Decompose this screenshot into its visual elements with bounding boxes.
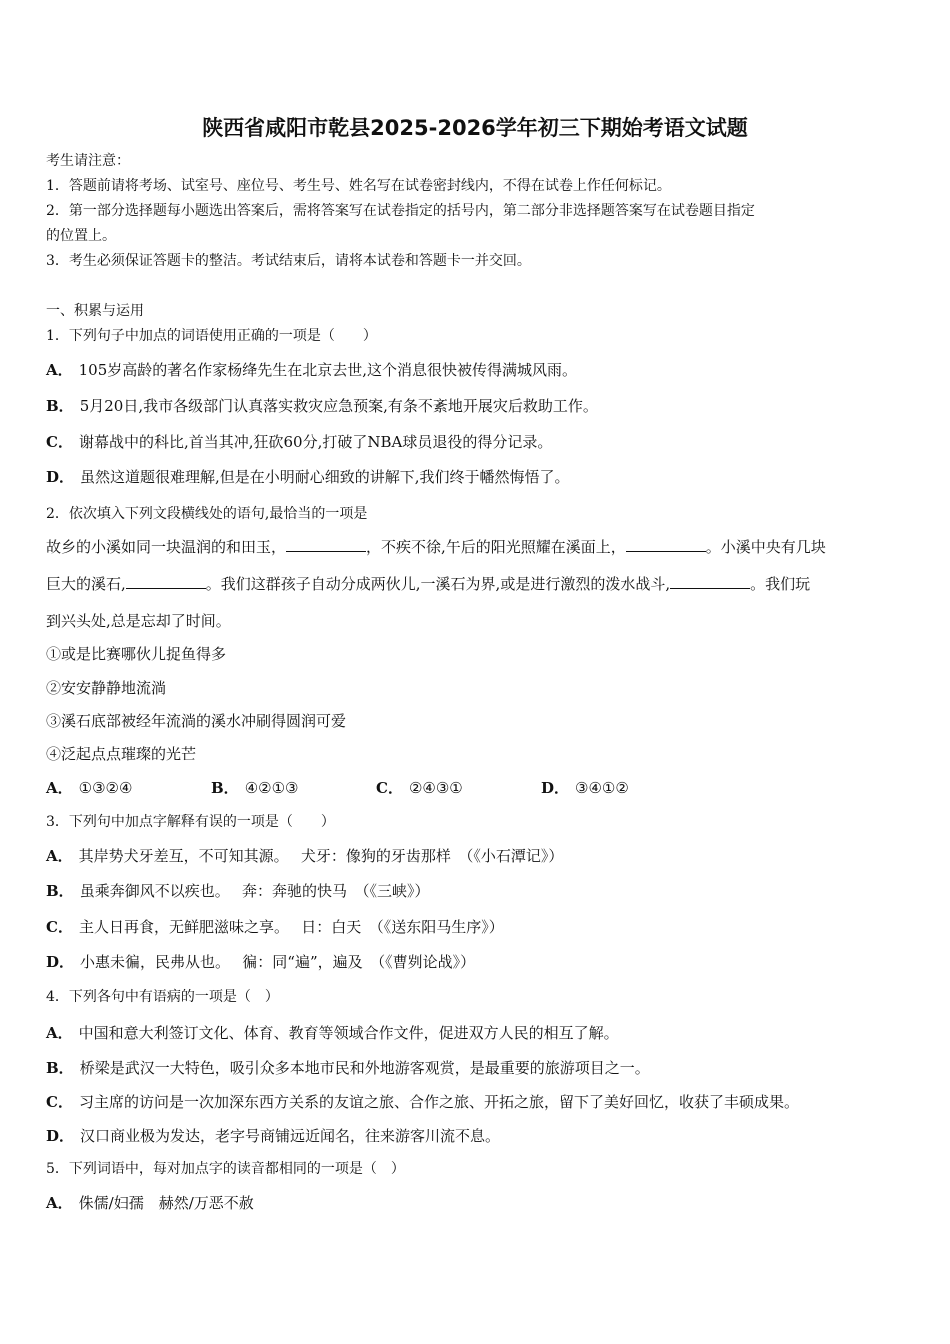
notice-item: 2．第一部分选择题每小题选出答案后，需将答案写在试卷指定的括号内，第二部分非选择题答案写在试卷题目指定 bbox=[46, 203, 755, 219]
question-3-stem: 3．下列句中加点字解释有误的一项是（ ） bbox=[46, 814, 335, 830]
question-1-stem: 1．下列句子中加点的词语使用正确的一项是（ ） bbox=[46, 328, 377, 344]
fill-blank bbox=[626, 537, 706, 552]
q1-option-c: C． 谢幕战中的科比,首当其冲,狂砍60分,打破了NBA球员退役的得分记录。 bbox=[46, 433, 553, 451]
q1-option-a: A． 105岁高龄的著名作家杨绛先生在北京去世,这个消息很快被传得满城风雨。 bbox=[46, 361, 578, 379]
q2-option-a: A． ①③②④ bbox=[46, 779, 133, 797]
question-2-stem: 2．依次填入下列文段横线处的语句,最恰当的一项是 bbox=[46, 506, 368, 522]
fill-blank bbox=[126, 574, 206, 589]
q4-option-a: A． 中国和意大利签订文化、体育、教育等领域合作文件，促进双方人民的相互了解。 bbox=[46, 1024, 619, 1042]
q2-item: ③溪石底部被经年流淌的溪水冲刷得圆润可爱 bbox=[46, 712, 347, 730]
q2-item: ④泛起点点璀璨的光芒 bbox=[46, 745, 197, 763]
notice-item: 3．考生必须保证答题卡的整洁。考试结束后，请将本试卷和答题卡一并交回。 bbox=[46, 253, 531, 269]
notice-item: 的位置上。 bbox=[46, 228, 116, 244]
q3-option-d: D． 小惠未徧，民弗从也。 徧：同“遍”，遍及 （《曹刿论战》） bbox=[46, 953, 476, 971]
q1-option-d: D． 虽然这道题很难理解,但是在小明耐心细致的讲解下,我们终于幡然悔悟了。 bbox=[46, 468, 570, 486]
q2-item: ①或是比赛哪伙儿捉鱼得多 bbox=[46, 645, 227, 663]
page-title: 陕西省咸阳市乾县2025-2026学年初三下期始考语文试题 bbox=[202, 116, 748, 140]
section-heading: 一、积累与运用 bbox=[46, 303, 144, 319]
q1-option-b: B． 5月20日,我市各级部门认真落实救灾应急预案,有条不紊地开展灾后救助工作。 bbox=[46, 397, 598, 415]
notice-item: 1．答题前请将考场、试室号、座位号、考生号、姓名写在试卷密封线内，不得在试卷上作任何标记。 bbox=[46, 178, 671, 194]
fill-blank bbox=[286, 537, 366, 552]
question-5-stem: 5．下列词语中，每对加点字的读音都相同的一项是（ ） bbox=[46, 1161, 405, 1177]
q2-passage-line-1: 故乡的小溪如同一块温润的和田玉， ，不疾不徐,午后的阳光照耀在溪面上， 。小溪中央有几块 bbox=[46, 538, 826, 556]
q2-passage-line-2: 巨大的溪石, 。我们这群孩子自动分成两伙儿,一溪石为界,或是进行激烈的泼水战斗, 。我们玩 bbox=[46, 575, 811, 593]
q4-option-b: B． 桥梁是武汉一大特色，吸引众多本地市民和外地游客观赏，是最重要的旅游项目之一。 bbox=[46, 1059, 650, 1077]
q3-option-a: A． 其岸势犬牙差互，不可知其源。 犬牙：像狗的牙齿那样 （《小石潭记》） bbox=[46, 847, 564, 865]
notice-heading: 考生请注意： bbox=[46, 153, 130, 169]
q3-option-c: C． 主人日再食，无鲜肥滋味之享。 日：白天 （《送东阳马生序》） bbox=[46, 918, 504, 936]
q4-option-c: C． 习主席的访问是一次加深东西方关系的友谊之旅、合作之旅、开拓之旅，留下了美好回忆，收获了丰硕成果。 bbox=[46, 1093, 799, 1111]
q2-item: ②安安静静地流淌 bbox=[46, 679, 167, 697]
q5-option-a: A． 侏儒/妇孺 赫然/万恶不赦 bbox=[46, 1194, 254, 1212]
q4-option-d: D． 汉口商业极为发达，老字号商铺远近闻名，往来游客川流不息。 bbox=[46, 1127, 501, 1145]
q3-option-b: B． 虽乘奔御风不以疾也。 奔：奔驰的快马 （《三峡》） bbox=[46, 882, 430, 900]
fill-blank bbox=[670, 574, 750, 589]
q2-option-d: D． ③④①② bbox=[541, 779, 629, 797]
question-4-stem: 4．下列各句中有语病的一项是（ ） bbox=[46, 989, 279, 1005]
q2-options bbox=[46, 778, 706, 798]
q2-option-b: B． ④②①③ bbox=[211, 779, 299, 797]
q2-passage-line-3: 到兴头处,总是忘却了时间。 bbox=[46, 612, 231, 630]
q2-option-c: C． ②④③① bbox=[376, 779, 463, 797]
